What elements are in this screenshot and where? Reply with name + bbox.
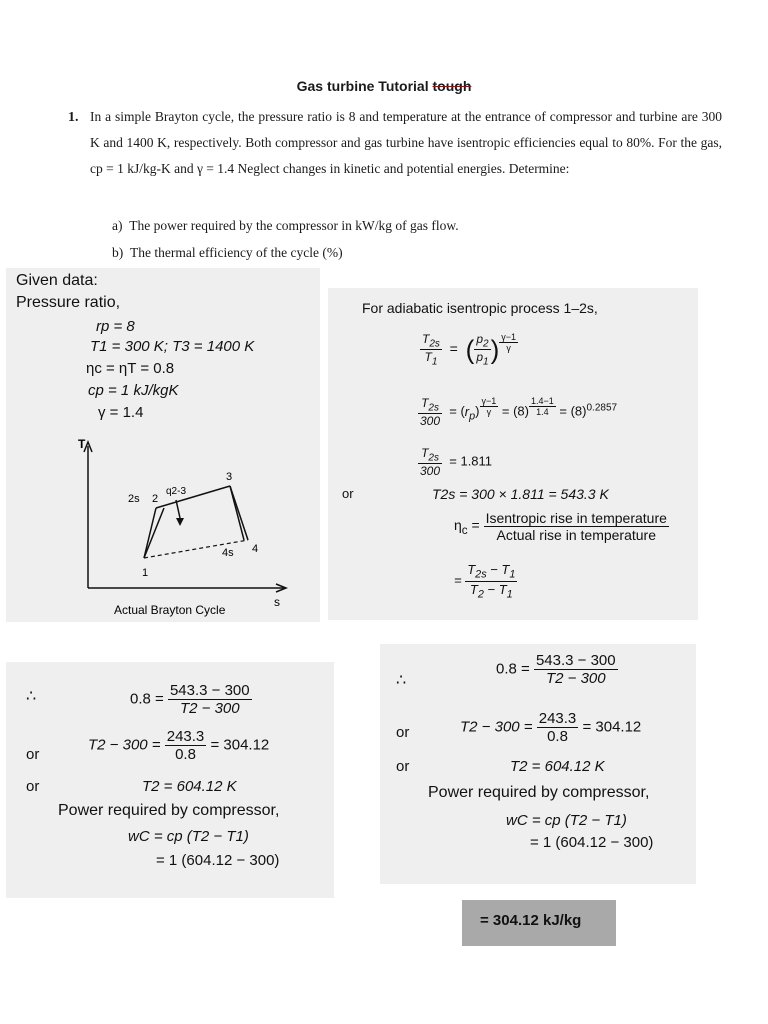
therefore-symbol: ∴ [26, 688, 37, 705]
part-b [112, 245, 343, 261]
calc-eq-1 [130, 682, 252, 717]
result-box [462, 900, 616, 946]
calc-res2-dup: = 304.12 [582, 718, 642, 736]
eta-definition: $\eta_c$ = $\frac{\text{Isentropic rise in temperature}}{\text{Actual rise in temperature}}$ [454, 510, 667, 543]
given-cp: cp = 1 kJ/kgK [88, 382, 179, 399]
result-value: = 304.12 kJ/kg [480, 912, 582, 929]
point-3: 3 [226, 471, 233, 483]
part-b-label: b) [112, 245, 124, 260]
exp2-num: 1.4−1 [531, 396, 554, 406]
calc-den2-dup: 0.8 [547, 728, 568, 745]
point-1: 1 [142, 567, 149, 579]
therefore-symbol-2: ∴ [396, 672, 407, 689]
derivation-heading: For adiabatic isentropic process 1–2s, [362, 300, 598, 316]
ratio-eq-1: $\frac{T_{2s}}{T_1}$ = ( $\frac{p_2}{p_1}$ ) $\frac{\gamma-1}{\gamma}$ [422, 332, 516, 368]
calc-scan-left [6, 662, 334, 898]
calc-num1-dup: 543.3 − 300 [535, 652, 616, 669]
calc-num2-dup: 243.3 [538, 710, 577, 727]
part-a-text: The power required by the compressor in kW/kg of gas flow. [129, 218, 459, 233]
problem-text: In a simple Brayton cycle, the pressure ratio is 8 and temperature at the entrance of compressor and turbine are 300 K and 1400 K, respectively. Both compressor and gas turbine have isentropic efficiencies equal to 80%. For the gas, cp = 1 kJ/kg-K and γ = 1.4 Neglect changes in kinetic and potential energies. Determine: [90, 109, 722, 176]
exp-num: γ−1 [501, 332, 516, 342]
ts-diagram [6, 428, 320, 622]
axis-label-t: T [78, 437, 86, 451]
point-4s: 4s [222, 547, 234, 559]
wc-formula-dup: wC = cp (T2 − T1) [506, 812, 627, 829]
axis-label-s: s [274, 595, 280, 609]
calc-eq-2-dup [460, 710, 641, 745]
exp-value: 0.2857 [586, 402, 618, 414]
calc-or-1: or [26, 746, 40, 763]
title-main: Gas turbine Tutorial [296, 78, 433, 94]
title-struck-word: tough [432, 78, 472, 94]
part-a [112, 218, 459, 234]
t2s-ratio-value: = 1.811 [449, 453, 493, 469]
wc-substitution: = 1 (604.12 − 300) [156, 852, 280, 869]
wc-substitution-dup: = 1 (604.12 − 300) [530, 834, 654, 851]
part-b-text: The thermal efficiency of the cycle (%) [130, 245, 343, 260]
power-label: Power required by compressor, [58, 802, 280, 819]
calc-den2: 0.8 [175, 746, 196, 763]
power-label-dup: Power required by compressor, [428, 784, 650, 801]
point-2s: 2s [128, 493, 140, 505]
ratio-eq-3: $\frac{T_{2s}}{300}$ = 1.811 [420, 446, 493, 479]
calc-den1: T2 − 300 [179, 700, 240, 717]
calc-lhs-dup: 0.8 = [496, 660, 530, 678]
t2s-result: T2s = 300 × 1.811 = 543.3 K [432, 486, 609, 502]
point-4: 4 [252, 543, 259, 555]
exp-den: γ [506, 343, 511, 353]
calc-num2: 243.3 [166, 728, 205, 745]
derivation-scan [328, 288, 698, 620]
calc-eq-1-dup [496, 652, 618, 687]
calc-t2: T2 = 604.12 K [142, 778, 237, 795]
problem-number: 1. [68, 110, 79, 125]
given-temps: T1 = 300 K; T3 = 1400 K [90, 338, 255, 355]
part-a-label: a) [112, 218, 123, 233]
calc-num1: 543.3 − 300 [169, 682, 250, 699]
diagram-caption: Actual Brayton Cycle [114, 603, 226, 617]
wc-formula: wC = cp (T2 − T1) [128, 828, 249, 845]
ratio-eq-2: $\frac{T_{2s}}{300}$ = $(r_p)$ $\frac{\gamma-1}{\gamma}$ = (8) $\frac{1.4-1}{1.4}$ = $(8)^{0.2857}$ [420, 396, 618, 429]
calc-lhs2-dup: T2 − 300 = [460, 718, 533, 736]
pressure-ratio-heading: Pressure ratio, [16, 294, 121, 311]
calc-or-2-dup: or [396, 758, 410, 775]
or-label: or [342, 486, 354, 501]
page-title [0, 78, 768, 94]
calc-or-1-dup: or [396, 724, 410, 741]
calc-lhs: 0.8 = [130, 690, 164, 708]
calc-lhs2: T2 − 300 = [88, 736, 161, 754]
calc-scan-right [380, 644, 696, 884]
diagram-axes [84, 442, 286, 592]
eta-ratio: = $\frac{T_{2s} - T_1}{T_2 - T_1}$ [454, 562, 516, 601]
eta-denominator: Actual rise in temperature [496, 527, 657, 543]
given-gamma: γ = 1.4 [98, 404, 144, 421]
given-rp: rp = 8 [96, 318, 135, 335]
given-data-scan [6, 268, 320, 622]
exp2-den: 1.4 [536, 407, 549, 417]
calc-or-2: or [26, 778, 40, 795]
given-efficiency: ηc = ηT = 0.8 [86, 360, 175, 377]
eta-numerator: Isentropic rise in temperature [485, 510, 667, 526]
heat-label: q2-3 [166, 486, 187, 497]
calc-eq-2 [88, 728, 269, 763]
given-heading: Given data: [16, 272, 98, 289]
calc-res2: = 304.12 [210, 736, 270, 754]
calc-den1-dup: T2 − 300 [545, 670, 606, 687]
calc-t2-dup: T2 = 604.12 K [510, 758, 605, 775]
point-2: 2 [152, 493, 159, 505]
